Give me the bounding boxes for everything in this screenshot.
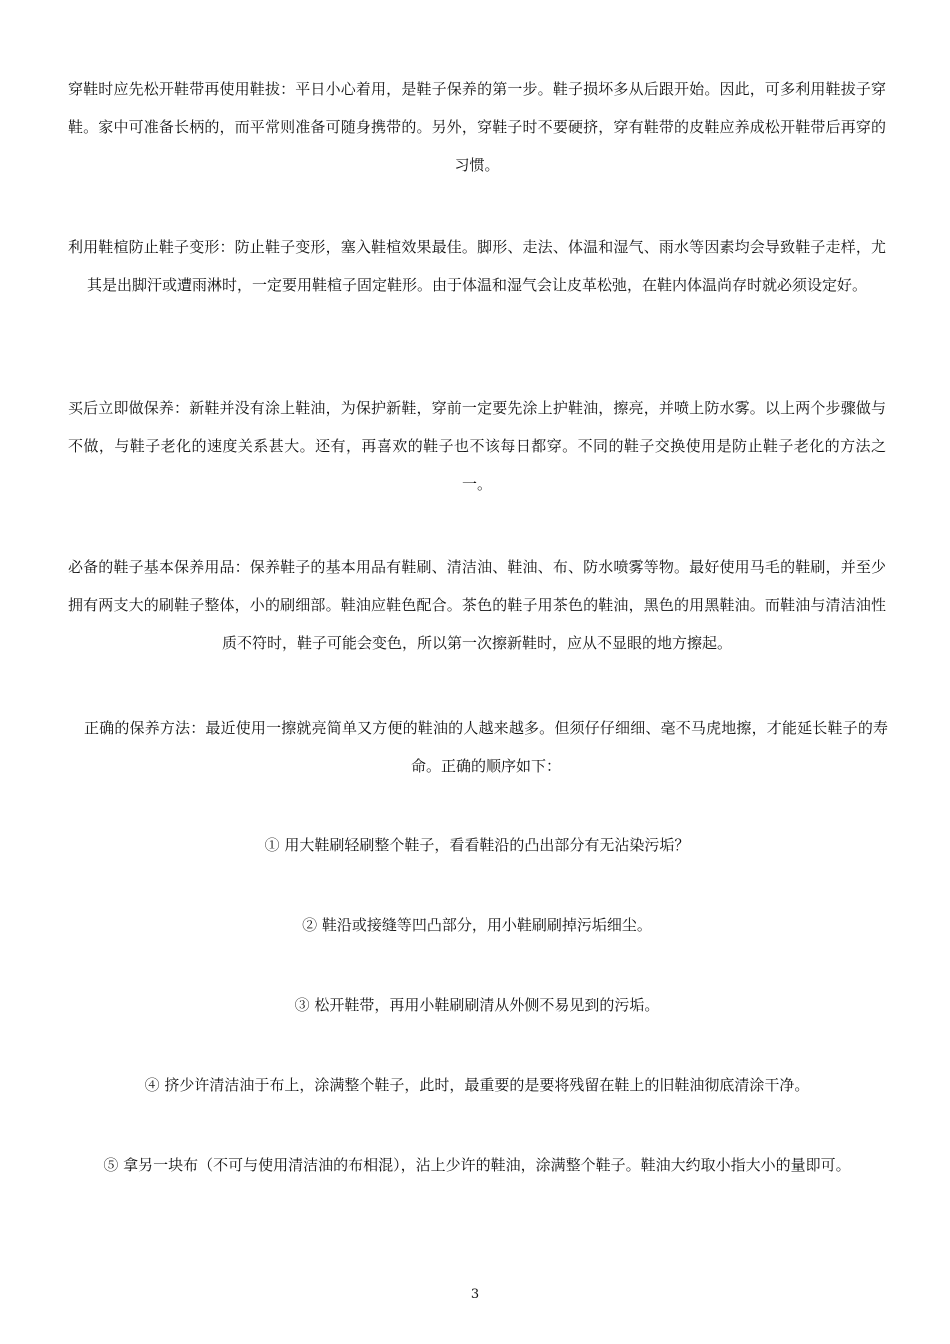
paragraph-new-shoe-care: 买后立即做保养：新鞋并没有涂上鞋油，为保护新鞋，穿前一定要先涂上护鞋油，擦亮，并喷上防水雾。以上两个步骤做与不做，与鞋子老化的速度关系甚大。还有，再喜欢的鞋子也不该每日都穿。不同的鞋子交换使用是防止鞋子老化的方法之一。: [68, 399, 886, 493]
step-1: ① 用大鞋刷轻刷整个鞋子，看看鞋沿的凸出部分有无沾染污垢？: [264, 836, 690, 854]
step-3: ③ 松开鞋带，再用小鞋刷刷清从外侧不易见到的污垢。: [294, 996, 660, 1014]
step-2: ② 鞋沿或接缝等凹凸部分，用小鞋刷刷掉污垢细尘。: [302, 916, 652, 934]
step-4: ④ 挤少许清洁油于布上，涂满整个鞋子，此时，最重要的是要将残留在鞋上的旧鞋油彻底清涂干净。: [144, 1076, 810, 1094]
paragraph-correct-method: 正确的保养方法：最近使用一擦就亮简单又方便的鞋油的人越来越多。但须仔仔细细、毫不马虎地擦，才能延长鞋子的寿命。正确的顺序如下：: [84, 719, 888, 775]
paragraph-care-supplies: 必备的鞋子基本保养用品：保养鞋子的基本用品有鞋刷、清洁油、鞋油、布、防水喷雾等物。最好使用马毛的鞋刷，并至少拥有两支大的刷鞋子整体，小的刷细部。鞋油应鞋色配合。茶色的鞋子用茶色的鞋油，黑色的用黑鞋油。而鞋油与清洁油性质不符时，鞋子可能会变色，所以第一次擦新鞋时，应从不显眼的地方擦起。: [68, 558, 886, 652]
paragraph-shoehorn: 穿鞋时应先松开鞋带再使用鞋拔：平日小心着用，是鞋子保养的第一步。鞋子损坏多从后跟开始。因此，可多利用鞋拔子穿鞋。家中可准备长柄的，而平常则准备可随身携带的。另外，穿鞋子时不要硬挤，穿有鞋带的皮鞋应养成松开鞋带后再穿的习惯。: [68, 80, 886, 174]
page-number: 3: [470, 1287, 480, 1302]
step-5: ⑤ 拿另一块布（不可与使用清洁油的布相混），沾上少许的鞋油，涂满整个鞋子。鞋油大约取小指大小的量即可。: [103, 1156, 851, 1174]
paragraph-shoe-tree: 利用鞋楦防止鞋子变形：防止鞋子变形，塞入鞋楦效果最佳。脚形、走法、体温和湿气、雨水等因素均会导致鞋子走样，尤其是出脚汗或遭雨淋时，一定要用鞋楦子固定鞋形。由于体温和湿气会让皮革松弛，在鞋内体温尚存时就必须设定好。: [68, 238, 886, 294]
